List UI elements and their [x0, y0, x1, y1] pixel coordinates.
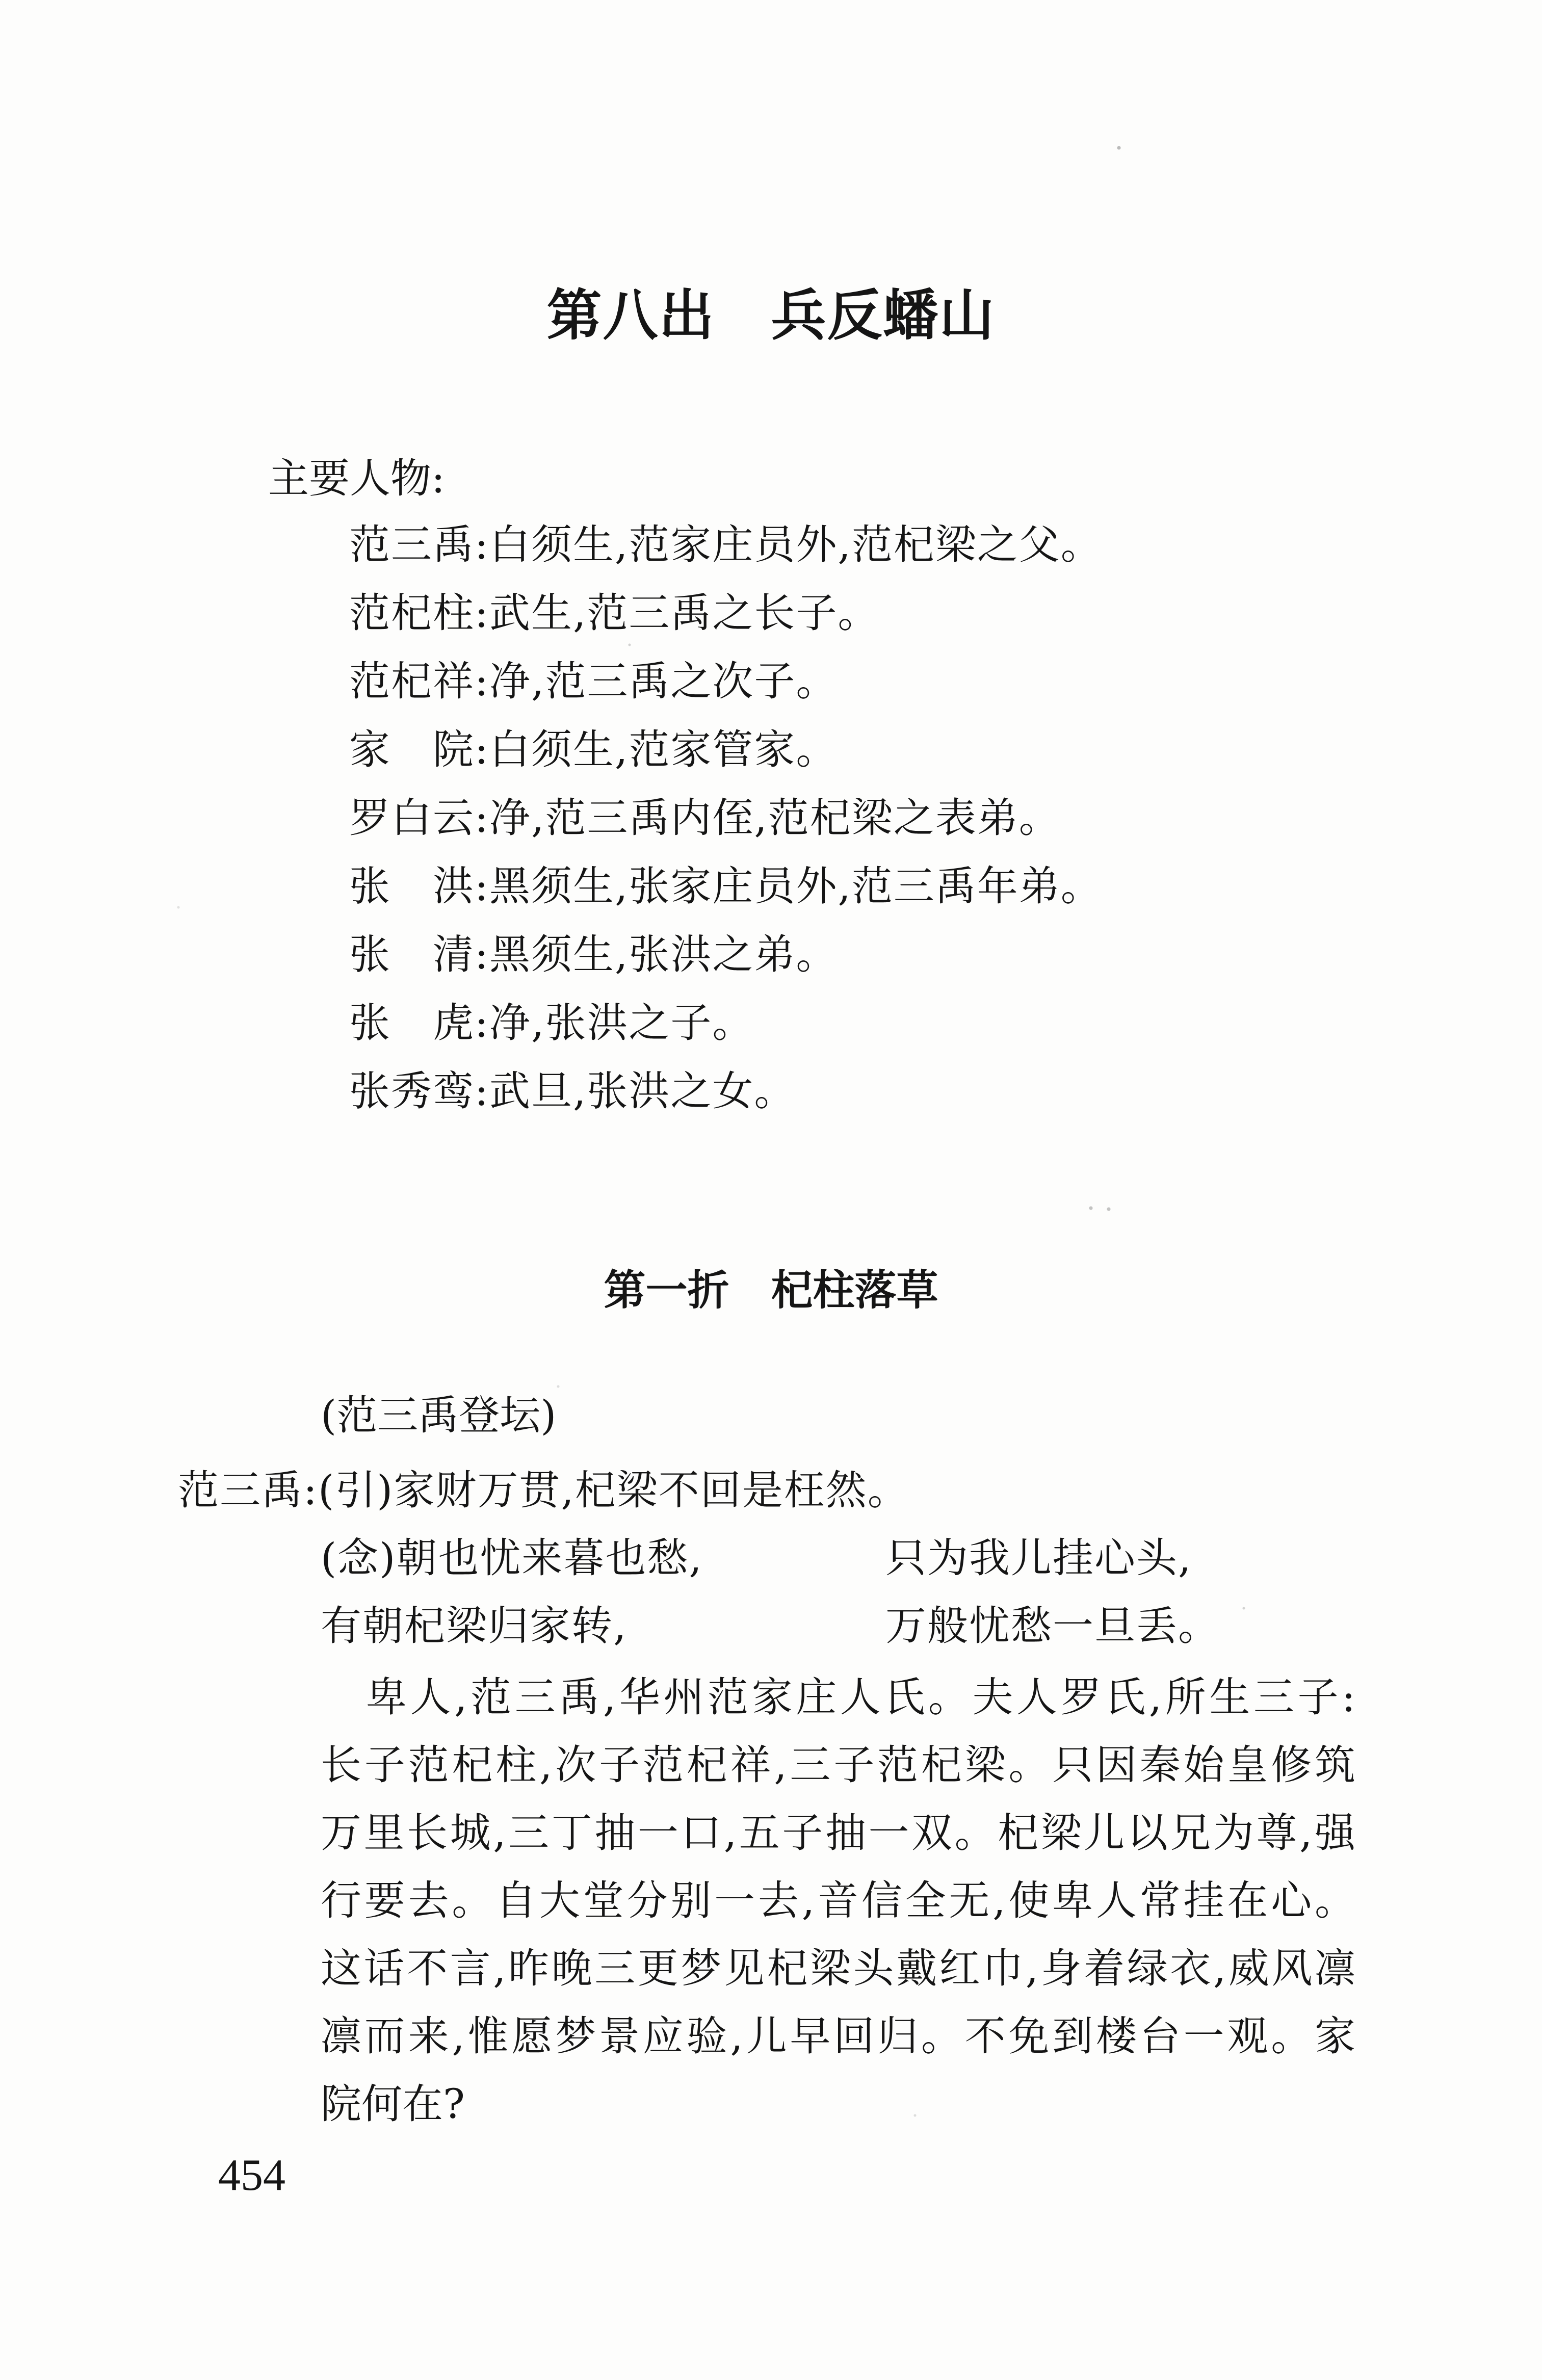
cast-member: 罗白云:净,范三禹内侄,范杞梁之表弟。 [349, 794, 1061, 842]
cast-member: 范杞柱:武生,范三禹之长子。 [349, 589, 880, 637]
speaker-name: 范三禹: [178, 1467, 318, 1514]
cast-member: 张 虎:净,张洪之子。 [349, 999, 754, 1047]
cast-heading: 主要人物: [268, 455, 445, 502]
stage-direction: (范三禹登坛) [321, 1392, 557, 1439]
monologue-line: 院何在? [321, 2080, 465, 2128]
prologue-text: (引)家财万贯,杞梁不回是枉然。 [318, 1467, 909, 1514]
cast-member: 张秀鸾:武旦,张洪之女。 [349, 1067, 796, 1115]
monologue-line: 卑人,范三禹,华州范家庄人氏。夫人罗氏,所生三子: [366, 1673, 1355, 1721]
verse-line: 只为我儿挂心头, [885, 1534, 1192, 1582]
cast-member: 家 院:白须生,范家管家。 [349, 726, 838, 773]
verse-line: 万般忧愁一旦丢。 [885, 1602, 1220, 1650]
monologue-line: 凛而来,惟愿梦景应验,儿早回归。不免到楼台一观。家 [321, 2012, 1355, 2060]
monologue-line: 行要去。自大堂分别一去,音信全无,使卑人常挂在心。 [321, 1877, 1355, 1924]
monologue-line: 这话不言,昨晚三更梦见杞梁头戴红巾,身着绿衣,威风凛 [321, 1945, 1355, 1992]
monologue-paragraph [321, 1663, 1355, 2138]
page-title: 第八出 兵反蟠山 [546, 284, 996, 348]
verse-line: 有朝杞梁归家转, [321, 1602, 628, 1650]
cast-member: 张 清:黑须生,张洪之弟。 [349, 931, 838, 978]
cast-list [349, 511, 1318, 1126]
verse-line: (念)朝也忧来暮也愁, [321, 1534, 703, 1582]
monologue-line: 万里长城,三丁抽一口,五子抽一双。杞梁儿以兄为尊,强 [321, 1809, 1355, 1856]
cast-member: 张 洪:黑须生,张家庄员外,范三禹年弟。 [349, 862, 1103, 910]
scene-heading: 第一折 杞柱落草 [604, 1266, 938, 1315]
monologue-line: 长子范杞柱,次子范杞祥,三子范杞梁。只因秦始皇修筑 [321, 1741, 1355, 1789]
page-number: 454 [218, 2151, 285, 2200]
cast-member: 范三禹:白须生,范家庄员外,范杞梁之父。 [349, 521, 1103, 568]
cast-member: 范杞祥:净,范三禹之次子。 [349, 658, 838, 705]
speech-line [178, 1465, 909, 1516]
